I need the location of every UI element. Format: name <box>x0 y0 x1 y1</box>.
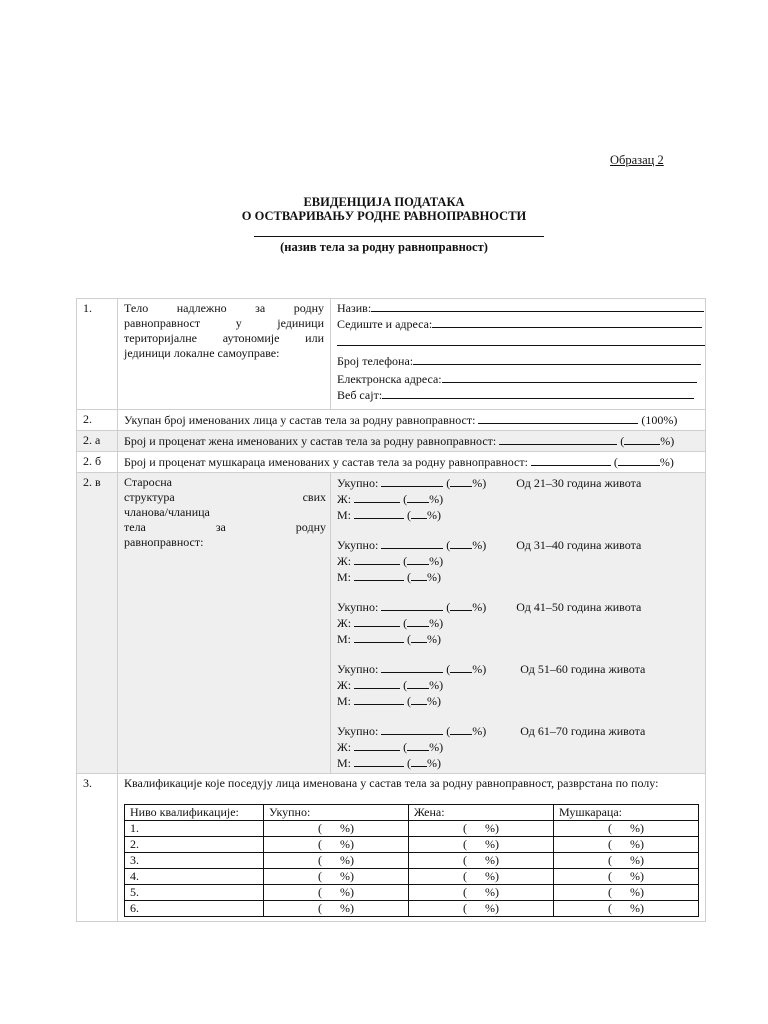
paren-close: %) <box>429 554 444 568</box>
age-count-blank[interactable] <box>354 569 404 581</box>
age-line <box>337 661 699 677</box>
row-2-total-count <box>118 410 706 431</box>
paren-close: %) <box>429 740 444 754</box>
paren-close: %) <box>429 616 444 630</box>
qual-header-row <box>125 805 699 821</box>
row-2a-text: Број и проценат жена именованих у састав тела за родну равноправност: <box>124 434 497 448</box>
age-percent-blank[interactable] <box>411 569 427 581</box>
row-2a-women-count <box>118 431 706 452</box>
body-name-blank-line <box>254 236 544 237</box>
age-group-block <box>337 599 699 647</box>
age-line-label: Ж: <box>337 554 352 568</box>
qual-total-cell[interactable]: ( %) <box>264 901 409 917</box>
paren-open: ( <box>613 455 618 469</box>
row-3-text: Квалификације које поседују лица именована у састав тела за родну равноправност, разврстана по полу: <box>124 776 659 790</box>
paren-close: %) <box>427 570 442 584</box>
age-count-blank[interactable] <box>381 537 443 549</box>
name-field[interactable] <box>337 300 699 316</box>
qual-men-cell[interactable]: ( %) <box>554 885 699 901</box>
age-count-blank[interactable] <box>354 491 400 503</box>
paren-close: %) <box>427 508 442 522</box>
records-table <box>76 298 706 922</box>
age-line <box>337 537 699 553</box>
age-percent-blank[interactable] <box>411 693 427 705</box>
age-line-label: Укупно: <box>337 662 379 676</box>
row-3-number: 3. <box>77 774 118 922</box>
age-line <box>337 615 699 631</box>
men-percent-blank[interactable] <box>618 454 660 466</box>
age-percent-blank[interactable] <box>450 723 472 735</box>
age-group-label: Од 31–40 година живота <box>516 538 642 552</box>
qual-men-cell[interactable]: ( %) <box>554 853 699 869</box>
age-line-label: Укупно: <box>337 538 379 552</box>
age-line-label: Укупно: <box>337 600 379 614</box>
age-percent-blank[interactable] <box>450 537 472 549</box>
paren-open: ( <box>407 694 412 708</box>
row-2v-description <box>118 473 331 774</box>
row-2b-number: 2. б <box>77 452 118 473</box>
qual-men-cell[interactable]: ( %) <box>554 821 699 837</box>
paren-open: ( <box>403 678 408 692</box>
qual-level: 2. <box>125 837 264 853</box>
qual-total-cell[interactable]: ( %) <box>264 821 409 837</box>
paren-close: %) <box>472 600 487 614</box>
name-label: Назив: <box>337 301 372 315</box>
age-line-label: Ж: <box>337 492 352 506</box>
age-count-blank[interactable] <box>354 739 400 751</box>
age-count-blank[interactable] <box>381 475 443 487</box>
age-percent-blank[interactable] <box>407 491 429 503</box>
email-field[interactable] <box>337 371 699 387</box>
age-count-blank[interactable] <box>354 507 404 519</box>
paren-open: ( <box>446 724 451 738</box>
qual-men-cell[interactable]: ( %) <box>554 837 699 853</box>
age-group-block <box>337 475 699 523</box>
address-field[interactable] <box>337 316 699 332</box>
qual-total-cell[interactable]: ( %) <box>264 869 409 885</box>
age-line <box>337 755 699 771</box>
qual-level: 6. <box>125 901 264 917</box>
row-2v-desc-line: Старосна <box>124 475 172 489</box>
row-2a-number: 2. а <box>77 431 118 452</box>
row-2v-desc-line: структура свих <box>124 490 326 504</box>
paren-open: ( <box>403 492 408 506</box>
paren-close: %) <box>472 662 487 676</box>
paren-close: %) <box>429 492 444 506</box>
total-count-blank[interactable] <box>478 412 638 424</box>
qual-row <box>125 821 699 837</box>
row-2b-text: Број и проценат мушкараца именованих у састав тела за родну равноправност: <box>124 455 528 469</box>
qualifications-table <box>124 804 699 917</box>
qual-header-women: Жена: <box>409 805 554 821</box>
email-label: Електронска адреса: <box>337 372 442 386</box>
paren-open: ( <box>446 476 451 490</box>
age-line <box>337 693 699 709</box>
paren-close: %) <box>472 476 487 490</box>
age-line-label: М: <box>337 632 352 646</box>
row-3-qualifications <box>118 774 706 922</box>
age-group-label: Од 61–70 година живота <box>520 724 646 738</box>
qual-header-level: Ниво квалификације: <box>125 805 264 821</box>
age-blocks <box>337 475 699 771</box>
age-line <box>337 599 699 615</box>
age-percent-blank[interactable] <box>411 507 427 519</box>
qual-women-cell[interactable]: ( %) <box>409 885 554 901</box>
age-percent-blank[interactable] <box>450 599 472 611</box>
paren-close: %) <box>427 694 442 708</box>
paren-open: ( <box>446 538 451 552</box>
age-line <box>337 739 699 755</box>
form-number-label: Образац 2 <box>610 153 664 167</box>
phone-label: Број телефона: <box>337 354 414 368</box>
row-2v-desc-line: тела за родну <box>124 520 326 534</box>
qual-women-cell[interactable]: ( %) <box>409 869 554 885</box>
paren-open: ( <box>407 570 412 584</box>
row-1-desc-line: равноправност у јединици <box>124 316 324 330</box>
age-count-blank[interactable] <box>381 723 443 735</box>
age-count-blank[interactable] <box>354 553 400 565</box>
age-line <box>337 677 699 693</box>
row-1-desc-line: територијалне аутономије или <box>124 331 324 345</box>
qual-row <box>125 853 699 869</box>
age-structure-cell <box>331 473 706 774</box>
row-3 <box>77 774 706 922</box>
women-percent-blank[interactable] <box>624 433 660 445</box>
age-count-blank[interactable] <box>381 661 443 673</box>
qual-body <box>125 821 699 917</box>
row-1-number: 1. <box>77 299 118 410</box>
row-2-suffix: (100%) <box>641 413 678 427</box>
age-count-blank[interactable] <box>354 615 400 627</box>
age-group-block <box>337 661 699 709</box>
age-count-blank[interactable] <box>354 631 404 643</box>
qual-level: 5. <box>125 885 264 901</box>
age-line <box>337 569 699 585</box>
age-percent-blank[interactable] <box>407 677 429 689</box>
row-2v <box>77 473 706 774</box>
qual-total-cell[interactable]: ( %) <box>264 837 409 853</box>
paren-close: %) <box>427 632 442 646</box>
paren-open: ( <box>403 616 408 630</box>
age-line-label: Ж: <box>337 740 352 754</box>
age-count-blank[interactable] <box>354 677 400 689</box>
qual-row <box>125 837 699 853</box>
paren-close: %) <box>660 434 675 448</box>
age-percent-blank[interactable] <box>407 739 429 751</box>
age-percent-blank[interactable] <box>407 553 429 565</box>
age-group-block <box>337 537 699 585</box>
row-2-number: 2. <box>77 410 118 431</box>
qual-women-cell[interactable]: ( %) <box>409 853 554 869</box>
row-2v-desc-line: равноправност: <box>124 535 204 549</box>
qual-level: 4. <box>125 869 264 885</box>
age-percent-blank[interactable] <box>411 755 427 767</box>
qual-header-men: Мушкараца: <box>554 805 699 821</box>
row-1-contact-fields <box>331 299 706 410</box>
qual-row <box>125 869 699 885</box>
age-group-label: Од 51–60 година живота <box>520 662 646 676</box>
row-2v-number: 2. в <box>77 473 118 774</box>
age-count-blank[interactable] <box>354 693 404 705</box>
paren-open: ( <box>446 662 451 676</box>
row-2-text: Укупан број именованих лица у састав тела за родну равноправност: <box>124 413 476 427</box>
men-count-blank[interactable] <box>531 454 611 466</box>
row-1-desc-line: Тело надлежно за родну <box>124 301 324 315</box>
qual-men-cell[interactable]: ( %) <box>554 869 699 885</box>
row-1 <box>77 299 706 410</box>
age-line-label: Укупно: <box>337 724 379 738</box>
age-group-label: Од 21–30 година живота <box>516 476 642 490</box>
paren-open: ( <box>403 740 408 754</box>
paren-open: ( <box>407 632 412 646</box>
website-label: Веб сајт: <box>337 388 383 402</box>
document-title-line1: ЕВИДЕНЦИЈА ПОДАТАКА <box>303 195 465 209</box>
age-percent-blank[interactable] <box>411 631 427 643</box>
row-1-desc-line: јединици локалне самоуправе: <box>124 346 280 360</box>
age-line-label: М: <box>337 756 352 770</box>
age-group-label: Од 41–50 година живота <box>516 600 642 614</box>
document-title-line2: О ОСТВАРИВАЊУ РОДНЕ РАВНОПРАВНОСТИ <box>241 209 527 223</box>
age-line-label: Ж: <box>337 616 352 630</box>
paren-close: %) <box>659 455 674 469</box>
row-2v-desc-line: чланова/чланица <box>124 505 210 519</box>
age-percent-blank[interactable] <box>407 615 429 627</box>
qual-row <box>125 901 699 917</box>
row-2b-men-count <box>118 452 706 473</box>
age-line <box>337 491 699 507</box>
qual-women-cell[interactable]: ( %) <box>409 901 554 917</box>
paren-close: %) <box>427 756 442 770</box>
address-field-line2[interactable] <box>337 334 699 350</box>
row-1-description <box>118 299 331 410</box>
qual-total-cell[interactable]: ( %) <box>264 885 409 901</box>
age-percent-blank[interactable] <box>450 475 472 487</box>
row-2 <box>77 410 706 431</box>
age-count-blank[interactable] <box>354 755 404 767</box>
age-line-label: М: <box>337 570 352 584</box>
women-count-blank[interactable] <box>499 433 617 445</box>
age-count-blank[interactable] <box>381 599 443 611</box>
qual-level: 3. <box>125 853 264 869</box>
address-label: Седиште и адреса: <box>337 317 433 331</box>
paren-open: ( <box>407 508 412 522</box>
paren-open: ( <box>407 756 412 770</box>
paren-open: ( <box>403 554 408 568</box>
age-line <box>337 723 699 739</box>
qual-women-cell[interactable]: ( %) <box>409 821 554 837</box>
paren-open: ( <box>446 600 451 614</box>
age-percent-blank[interactable] <box>450 661 472 673</box>
qual-women-cell[interactable]: ( %) <box>409 837 554 853</box>
qual-level: 1. <box>125 821 264 837</box>
qual-header-total: Укупно: <box>264 805 409 821</box>
age-line-label: М: <box>337 508 352 522</box>
website-field[interactable] <box>337 387 699 403</box>
qual-row <box>125 885 699 901</box>
age-line-label: Укупно: <box>337 476 379 490</box>
document-subtitle: (назив тела за родну равноправност) <box>280 240 488 254</box>
row-2a <box>77 431 706 452</box>
age-line-label: Ж: <box>337 678 352 692</box>
age-line <box>337 553 699 569</box>
age-group-block <box>337 723 699 771</box>
paren-close: %) <box>429 678 444 692</box>
paren-close: %) <box>472 724 487 738</box>
row-2b <box>77 452 706 473</box>
qual-total-cell[interactable]: ( %) <box>264 853 409 869</box>
age-line <box>337 507 699 523</box>
qual-men-cell[interactable]: ( %) <box>554 901 699 917</box>
phone-field[interactable] <box>337 353 699 369</box>
age-line <box>337 475 699 491</box>
age-line <box>337 631 699 647</box>
paren-close: %) <box>472 538 487 552</box>
age-line-label: М: <box>337 694 352 708</box>
paren-open: ( <box>620 434 625 448</box>
